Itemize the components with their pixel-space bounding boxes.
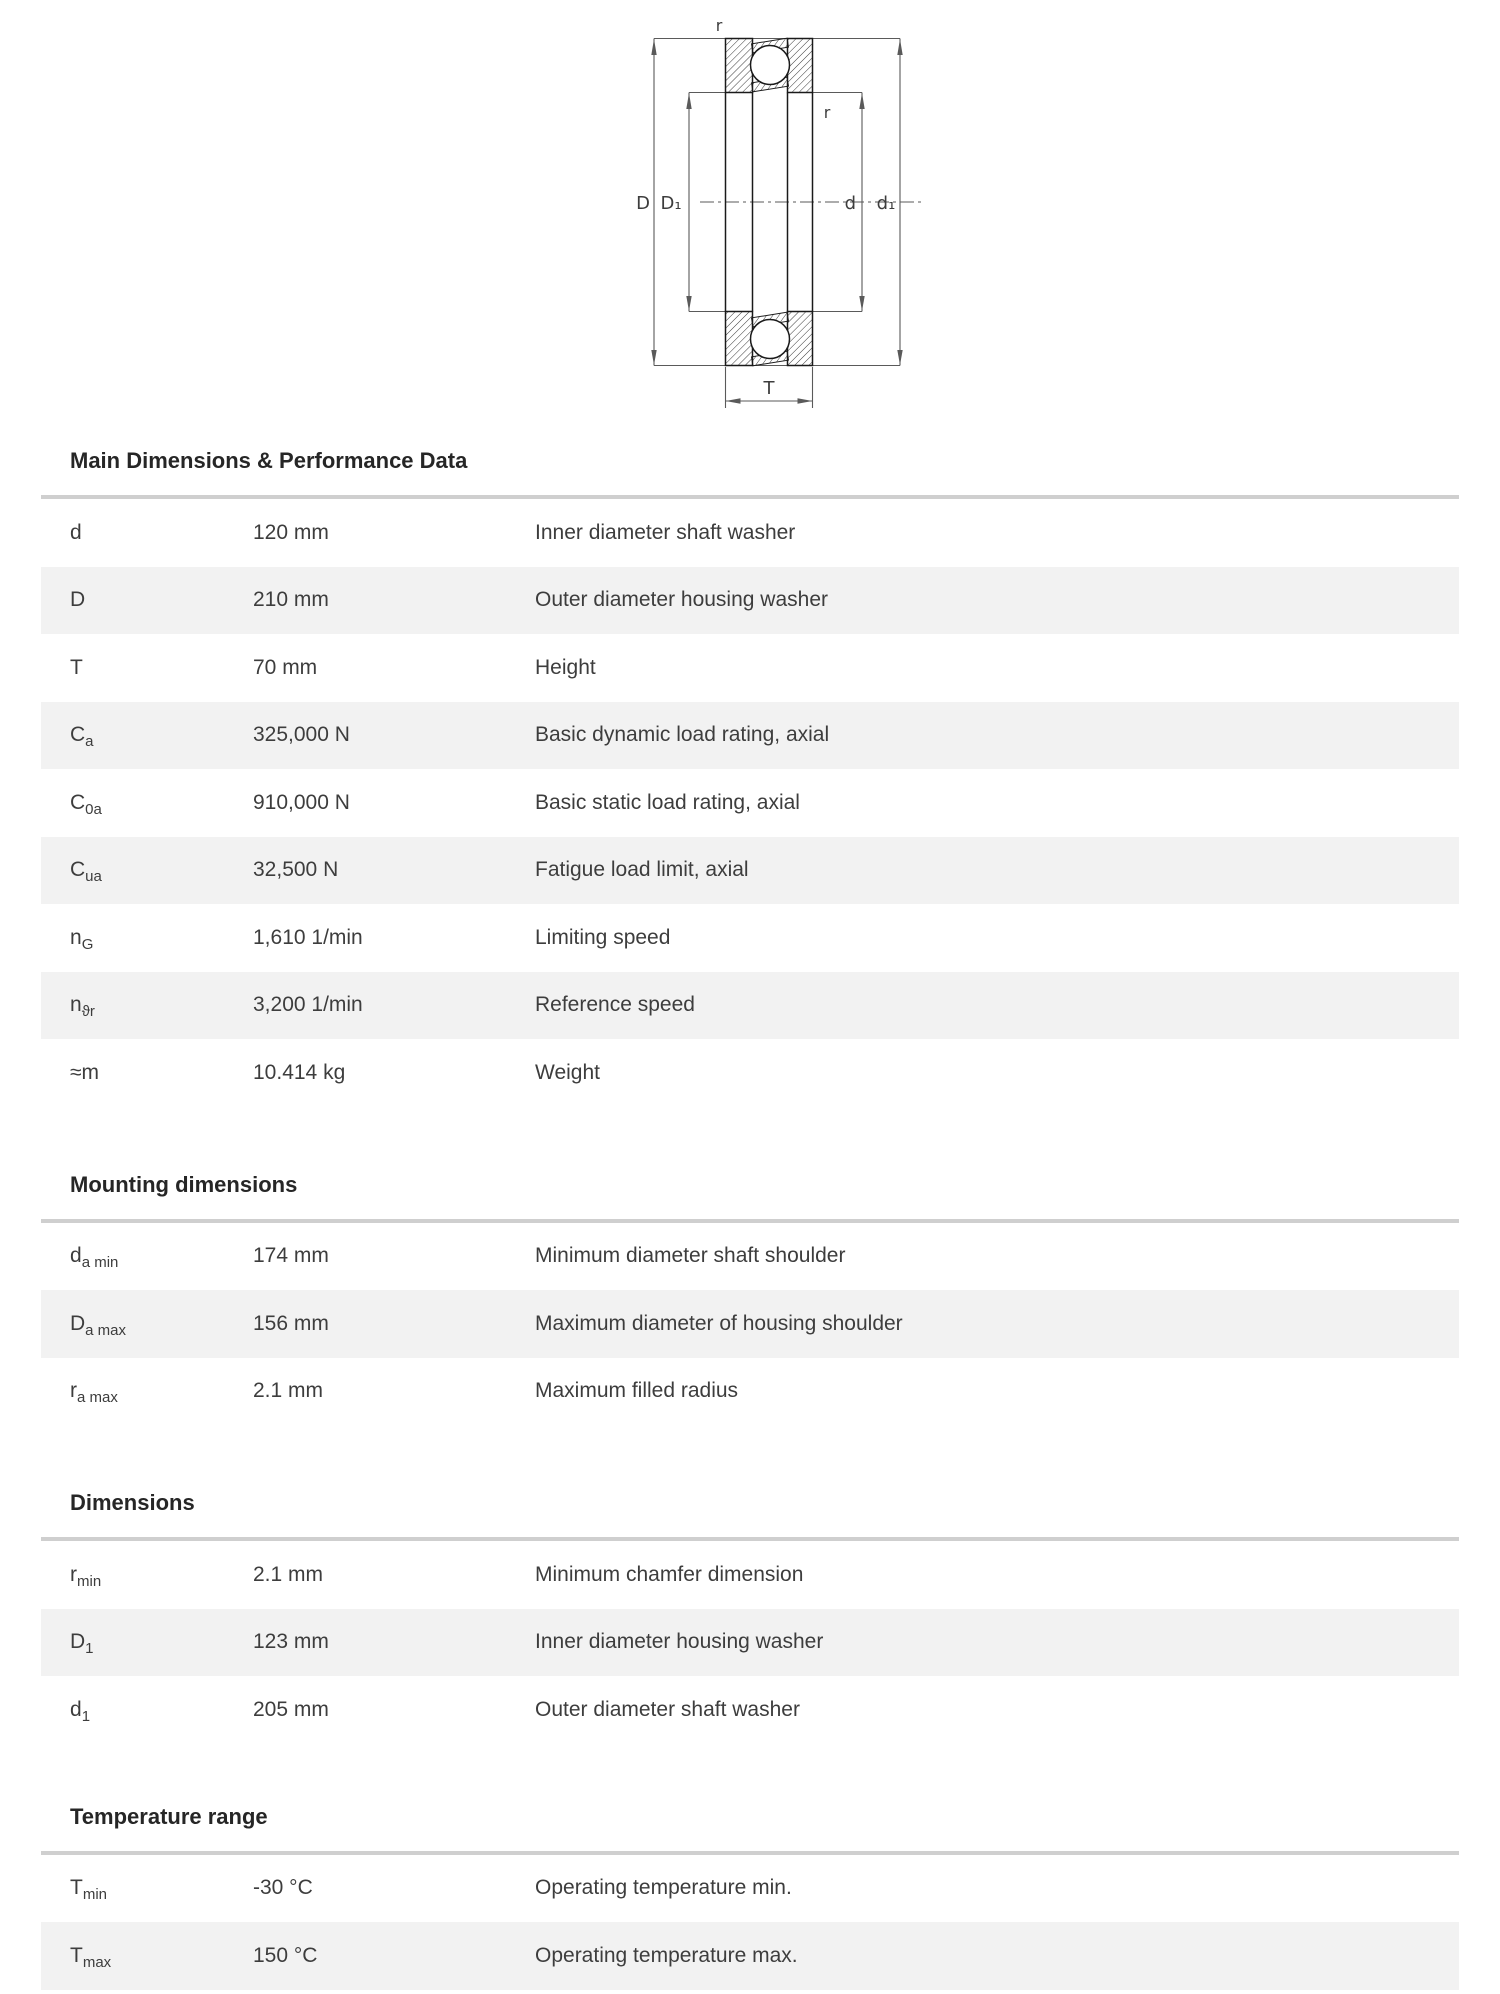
spec-symbol: ≈m [70,1060,100,1084]
spec-section-dimensions [41,1490,1459,1744]
spec-value: -30 °C [253,1876,313,1900]
spec-value: 910,000 N [253,790,350,814]
spec-row [41,634,1459,702]
spec-value: 3,200 1/min [253,993,363,1017]
spec-value: 210 mm [253,588,329,612]
spec-symbol: $d_{a min}$ [70,1244,119,1272]
spec-symbol: $C_{0a}$ [70,790,102,818]
section-rows [41,1541,1459,1744]
spec-row [41,1855,1459,1923]
spec-description: Inner diameter housing washer [535,1630,824,1654]
label-d: d [844,193,856,214]
spec-description: Basic dynamic load rating, axial [535,723,830,747]
spec-value: 156 mm [253,1311,329,1335]
section-title: Dimensions [70,1490,195,1515]
spec-row [41,904,1459,972]
spec-symbol: $r_{a max}$ [70,1379,118,1407]
spec-description: Maximum diameter of housing shoulder [535,1311,903,1335]
spec-description: Operating temperature min. [535,1876,792,1900]
spec-value: 2.1 mm [253,1379,324,1403]
spec-row [41,769,1459,837]
spec-description: Minimum diameter shaft shoulder [535,1244,846,1268]
spec-content [41,0,1459,1990]
spec-row [41,499,1459,567]
spec-value: 32,500 N [253,858,339,882]
spec-description: Outer diameter housing washer [535,588,828,612]
spec-description: Outer diameter shaft washer [535,1697,800,1721]
spec-description: Operating temperature max. [535,1943,798,1967]
spec-row [41,972,1459,1040]
spec-symbol: $C_{ua}$ [70,858,102,886]
label-T: T [763,378,775,399]
section-title: Main Dimensions & Performance Data [70,448,468,473]
spec-symbol: $T_{max}$ [70,1943,112,1971]
spec-description: Maximum filled radius [535,1379,739,1403]
section-rows [41,499,1459,1107]
section-rows [41,1223,1459,1426]
label-D1: D₁ [660,193,682,214]
spec-description: Weight [535,1060,600,1084]
spec-symbol: $T_{min}$ [70,1876,107,1904]
spec-description: Minimum chamfer dimension [535,1562,804,1586]
label-D: D [636,193,650,214]
section-title: Mounting dimensions [70,1171,298,1197]
spec-row [41,1290,1459,1358]
spec-section-mounting-dimensions [41,1172,1459,1426]
label-d1: d₁ [876,193,896,214]
spec-row [41,1676,1459,1744]
spec-symbol: D [70,588,86,612]
spec-symbol: d [70,520,82,544]
spec-value: 120 mm [253,520,329,544]
spec-symbol: $D_1$ [70,1630,94,1658]
section-title: Temperature range [70,1803,268,1829]
spec-symbol: $n_{ϑr}$ [70,993,95,1021]
spec-value: 123 mm [253,1630,329,1654]
spec-section-temperature-range [41,1804,1459,1990]
spec-value: 2.1 mm [253,1562,324,1586]
spec-value: 325,000 N [253,723,350,747]
label-r-top: r [715,16,723,35]
spec-description: Height [535,655,596,679]
spec-section-main-dimensions [41,448,1459,1107]
spec-description: Reference speed [535,993,695,1017]
spec-symbol: $d_1$ [70,1697,91,1725]
spec-row [41,1609,1459,1677]
spec-row [41,1039,1459,1107]
label-r-right: r [823,103,831,122]
spec-row [41,702,1459,770]
spec-description: Limiting speed [535,925,671,949]
spec-symbol: $r_{min}$ [70,1562,102,1590]
spec-value: 150 °C [253,1943,318,1967]
spec-symbol: T [70,655,83,679]
section-rows [41,1855,1459,1990]
spec-row [41,567,1459,635]
spec-value: 1,610 1/min [253,925,363,949]
spec-row [41,1541,1459,1609]
spec-row [41,1922,1459,1990]
spec-row [41,1223,1459,1291]
spec-description: Basic static load rating, axial [535,790,800,814]
spec-value: 174 mm [253,1244,329,1268]
spec-description: Fatigue load limit, axial [535,858,749,882]
spec-symbol: $C_a$ [70,723,94,751]
spec-row [41,1358,1459,1426]
spec-symbol: $D_{a max}$ [70,1311,127,1339]
spec-symbol: $n_G$ [70,925,94,953]
spec-value: 10.414 kg [253,1060,346,1084]
spec-value: 205 mm [253,1697,329,1721]
spec-value: 70 mm [253,655,318,679]
spec-description: Inner diameter shaft washer [535,520,796,544]
spec-row [41,837,1459,905]
